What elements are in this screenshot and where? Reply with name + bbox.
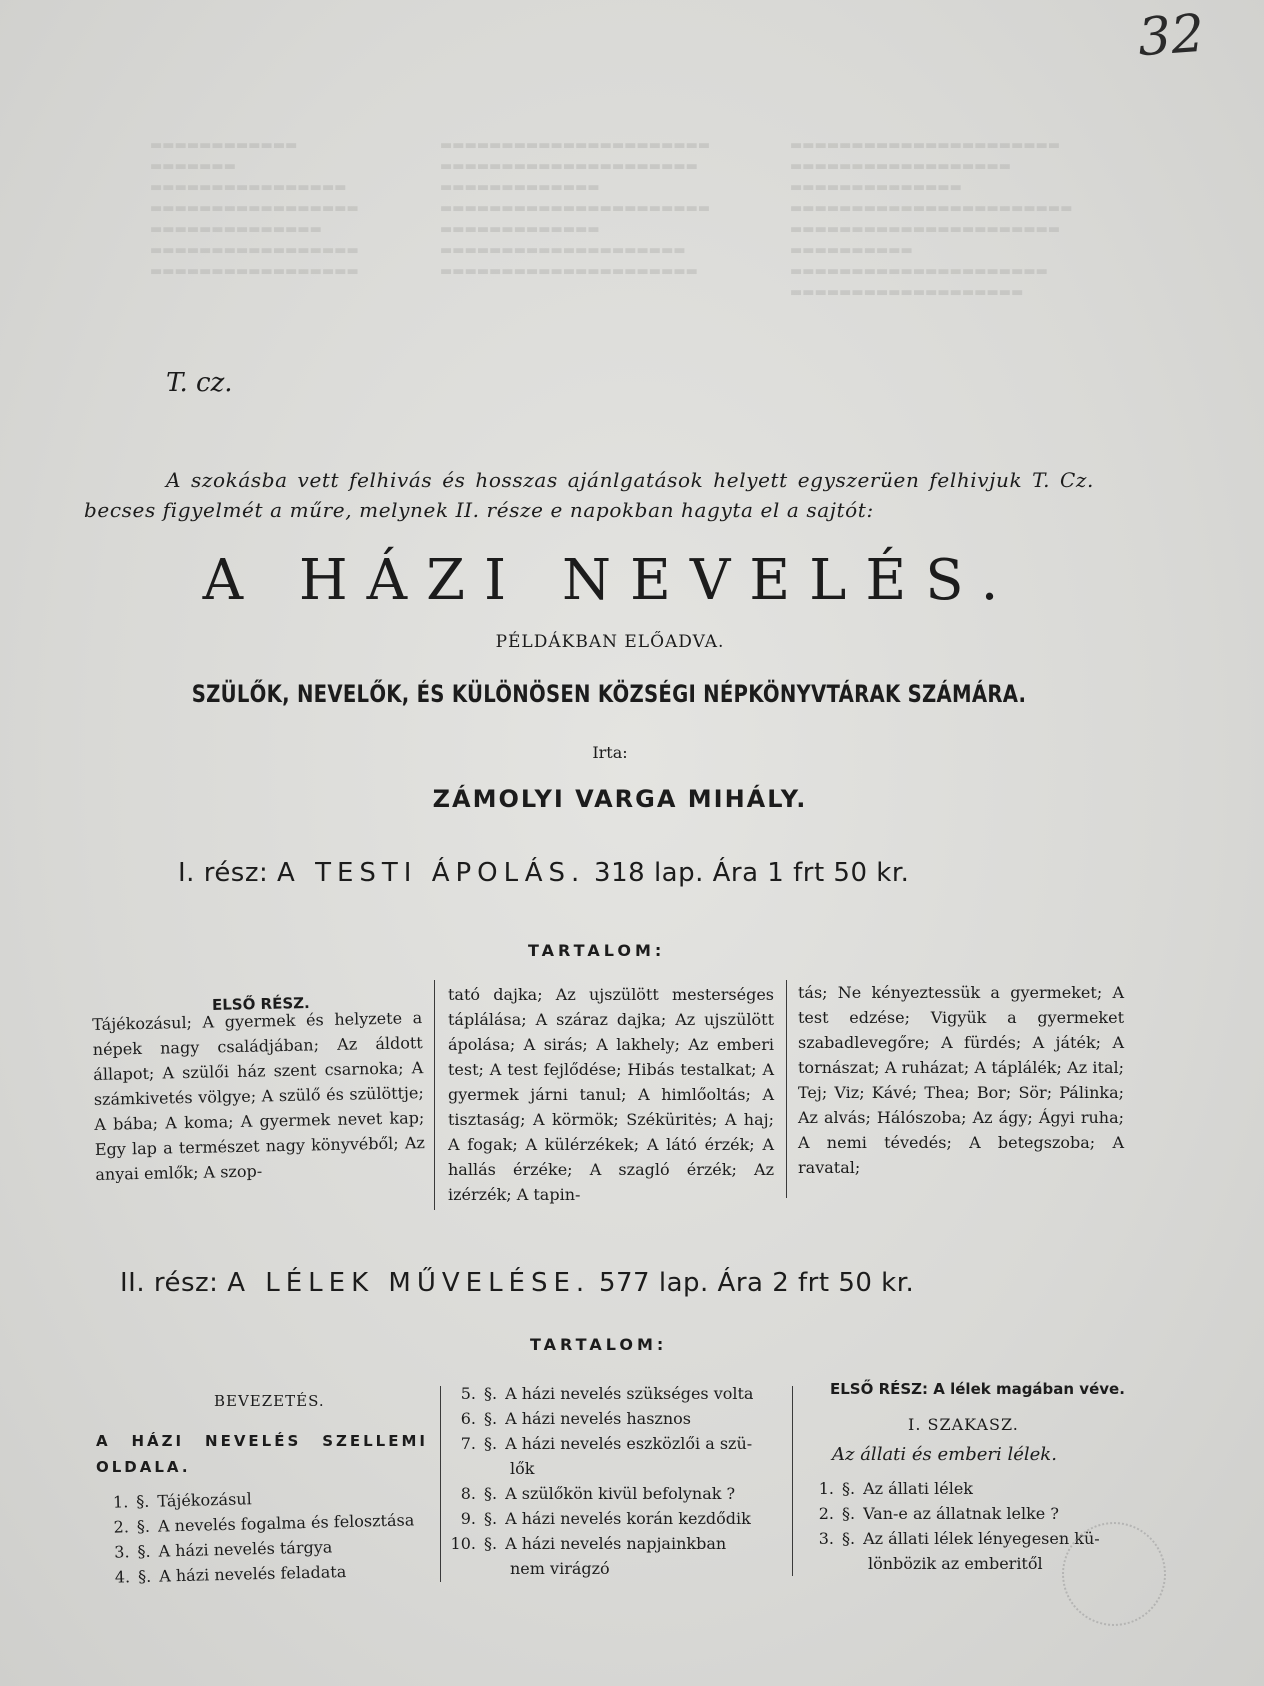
part1-info: 318 lap. Ára 1 frt 50 kr.	[594, 858, 910, 888]
part2-title: A LÉLEK MŰVELÉSE.	[227, 1268, 591, 1298]
list-item: 3. §. Az állati lélek lényegesen kü- lönbözik az emberitől	[818, 1529, 1100, 1573]
part1-first-part-heading: ELSŐ RÉSZ.	[211, 993, 310, 1015]
list-item: 4. §. A házi nevelés feladata	[114, 1562, 347, 1587]
part2-first-part-heading: ELSŐ RÉSZ: A lélek magában véve.	[830, 1380, 1125, 1398]
list-item: 5. §. A házi nevelés szükséges volta	[460, 1384, 754, 1403]
list-item: 6. §. A házi nevelés hasznos	[460, 1409, 692, 1428]
column-divider	[434, 980, 435, 1210]
part2-info: 577 lap. Ára 2 frt 50 kr.	[598, 1268, 915, 1298]
bleed-through-texture: ▬▬▬▬▬▬▬▬▬▬▬▬▬▬▬▬▬▬▬▬▬▬ ▬▬▬▬▬▬▬▬▬▬▬▬▬▬▬▬▬▬▬▬▬ ▬▬▬▬▬▬▬▬▬▬▬▬▬ ▬▬▬▬▬▬▬▬▬▬▬▬▬▬▬▬▬▬▬▬▬▬ ▬▬▬▬▬▬▬▬▬▬▬▬▬ ▬▬▬▬▬▬▬▬▬▬▬▬▬▬▬▬▬▬▬▬ ▬▬▬▬▬▬▬▬▬▬▬▬▬▬▬▬▬▬▬▬▬	[440, 138, 711, 279]
handwritten-page-number: 32	[1135, 3, 1207, 69]
book-subtitle: PÉLDÁKBAN ELŐADVA.	[495, 632, 725, 652]
part2-contents-heading: TARTALOM:	[530, 1335, 668, 1354]
list-item: 7. §. A házi nevelés eszközlői a szü- lők	[460, 1434, 753, 1478]
part1-contents-column-2: tató dajka; Az ujszülött mesterséges táplálása; A száraz dajka; Az ujszülött ápolása; A sirás; A lakhely; Az emberi test; A test fejlődése; Hibás testalkat; A gyermek járni tanul; A himlőoltás; A tisztaság; A körmök; Széküritės; A haj; A fogak; A külérzékek; A látó érzék; A hallás érzéke; A szagló érzék; Az izérzék; A tapin-	[448, 985, 774, 1204]
part2-intro-heading: BEVEZETÉS.	[214, 1392, 325, 1410]
part1-heading	[178, 858, 909, 888]
list-item: 8. §. A szülőkön kivül befolynak ?	[460, 1484, 736, 1503]
list-item: 1. §. Az állati lélek	[818, 1479, 973, 1498]
salutation: T. cz.	[166, 368, 233, 398]
bleed-through-texture: ▬▬▬▬▬▬▬▬▬▬▬▬ ▬▬▬▬▬▬▬ ▬▬▬▬▬▬▬▬▬▬▬▬▬▬▬▬ ▬▬▬▬▬▬▬▬▬▬▬▬▬▬▬▬▬ ▬▬▬▬▬▬▬▬▬▬▬▬▬▬ ▬▬▬▬▬▬▬▬▬▬▬▬▬▬▬▬▬ ▬▬▬▬▬▬▬▬▬▬▬▬▬▬▬▬▬	[150, 138, 359, 279]
part2-list-2	[448, 1381, 778, 1581]
part2-section-title: Az állati és emberi lélek.	[832, 1444, 1057, 1465]
library-stamp-icon	[1062, 1522, 1166, 1626]
bleed-through-texture: ▬▬▬▬▬▬▬▬▬▬▬▬▬▬▬▬▬▬▬▬▬▬ ▬▬▬▬▬▬▬▬▬▬▬▬▬▬▬▬▬▬ ▬▬▬▬▬▬▬▬▬▬▬▬▬▬ ▬▬▬▬▬▬▬▬▬▬▬▬▬▬▬▬▬▬▬▬▬▬▬ ▬▬▬▬▬▬▬▬▬▬▬▬▬▬▬▬▬▬▬▬▬▬ ▬▬▬▬▬▬▬▬▬▬ ▬▬▬▬▬▬▬▬▬▬▬▬▬▬▬▬▬▬▬▬▬ ▬▬▬▬▬▬▬▬▬▬▬▬▬▬▬▬▬▬▬	[790, 138, 1073, 300]
column-divider	[786, 980, 787, 1198]
part1-title: A TESTI ÁPOLÁS.	[277, 858, 586, 888]
part2-spirit-heading: A HÁZI NEVELÉS SZELLEMI OLDALA.	[96, 1432, 428, 1476]
list-item: 1. §. Tájékozásul	[112, 1489, 252, 1512]
part2-heading	[120, 1268, 914, 1298]
list-item: 10. §. A házi nevelés napjainkban nem virágzó	[450, 1534, 727, 1578]
part1-contents-column-1: Tájékozásul; A gyermek és helyzete a népek nagy családjában; Az áldott állapot; A szülői ház szent csarnoka; A számkivetés völgye; A szülő és szülöttje; A bába; A koma; A gyermek nevet kap; Egy lap a természet nagy könyvéből; Az anyai emlők; A szop-	[92, 1008, 426, 1184]
intro-paragraph: A szokásba vett felhivás és hosszas ajánlgatások helyett egyszerüen felhivjuk T. Cz. becses figyelmét a műre, melynek II. része e napokban hagyta el a sajtót:	[84, 468, 1094, 522]
part2-label: II. rész:	[120, 1268, 219, 1298]
part2-section-label: I. SZAKASZ.	[908, 1415, 1019, 1434]
book-title: A HÁZI NEVELÉS.	[202, 548, 1018, 613]
book-audience: SZÜLŐK, NEVELŐK, ÉS KÜLÖNÖSEN KÖZSÉGI NÉPKÖNYVTÁRAK SZÁMÁRA.	[191, 680, 1027, 708]
part1-contents-heading: TARTALOM:	[528, 941, 666, 960]
list-item: 2. §. Van-e az állatnak lelke ?	[818, 1504, 1059, 1523]
column-divider	[440, 1386, 441, 1582]
list-item: 9. §. A házi nevelés korán kezdődik	[460, 1509, 751, 1528]
author-label: Irta:	[592, 743, 628, 762]
list-item: 2. §. A nevelés fogalma és felosztása	[113, 1510, 415, 1537]
list-item: 3. §. A házi nevelés tárgya	[114, 1537, 333, 1562]
part1-contents-column-3: tás; Ne kényeztessük a gyermeket; A test edzése; Vigyük a gyermeket szabadlevegőre; A fürdés; A játék; A tornászat; A ruházat; A táplálék; Az ital; Tej; Viz; Kávé; Thea; Bor; Sör; Pálinka; Az alvás; Hálószoba; Az ágy; Ágyi ruha; A nemi tévedés; A betegszoba; A ravatal;	[798, 983, 1124, 1177]
author-name: ZÁMOLYI VARGA MIHÁLY.	[432, 785, 808, 813]
part1-label: I. rész:	[178, 858, 269, 888]
part2-list-1	[100, 1482, 416, 1590]
column-divider	[792, 1386, 793, 1576]
